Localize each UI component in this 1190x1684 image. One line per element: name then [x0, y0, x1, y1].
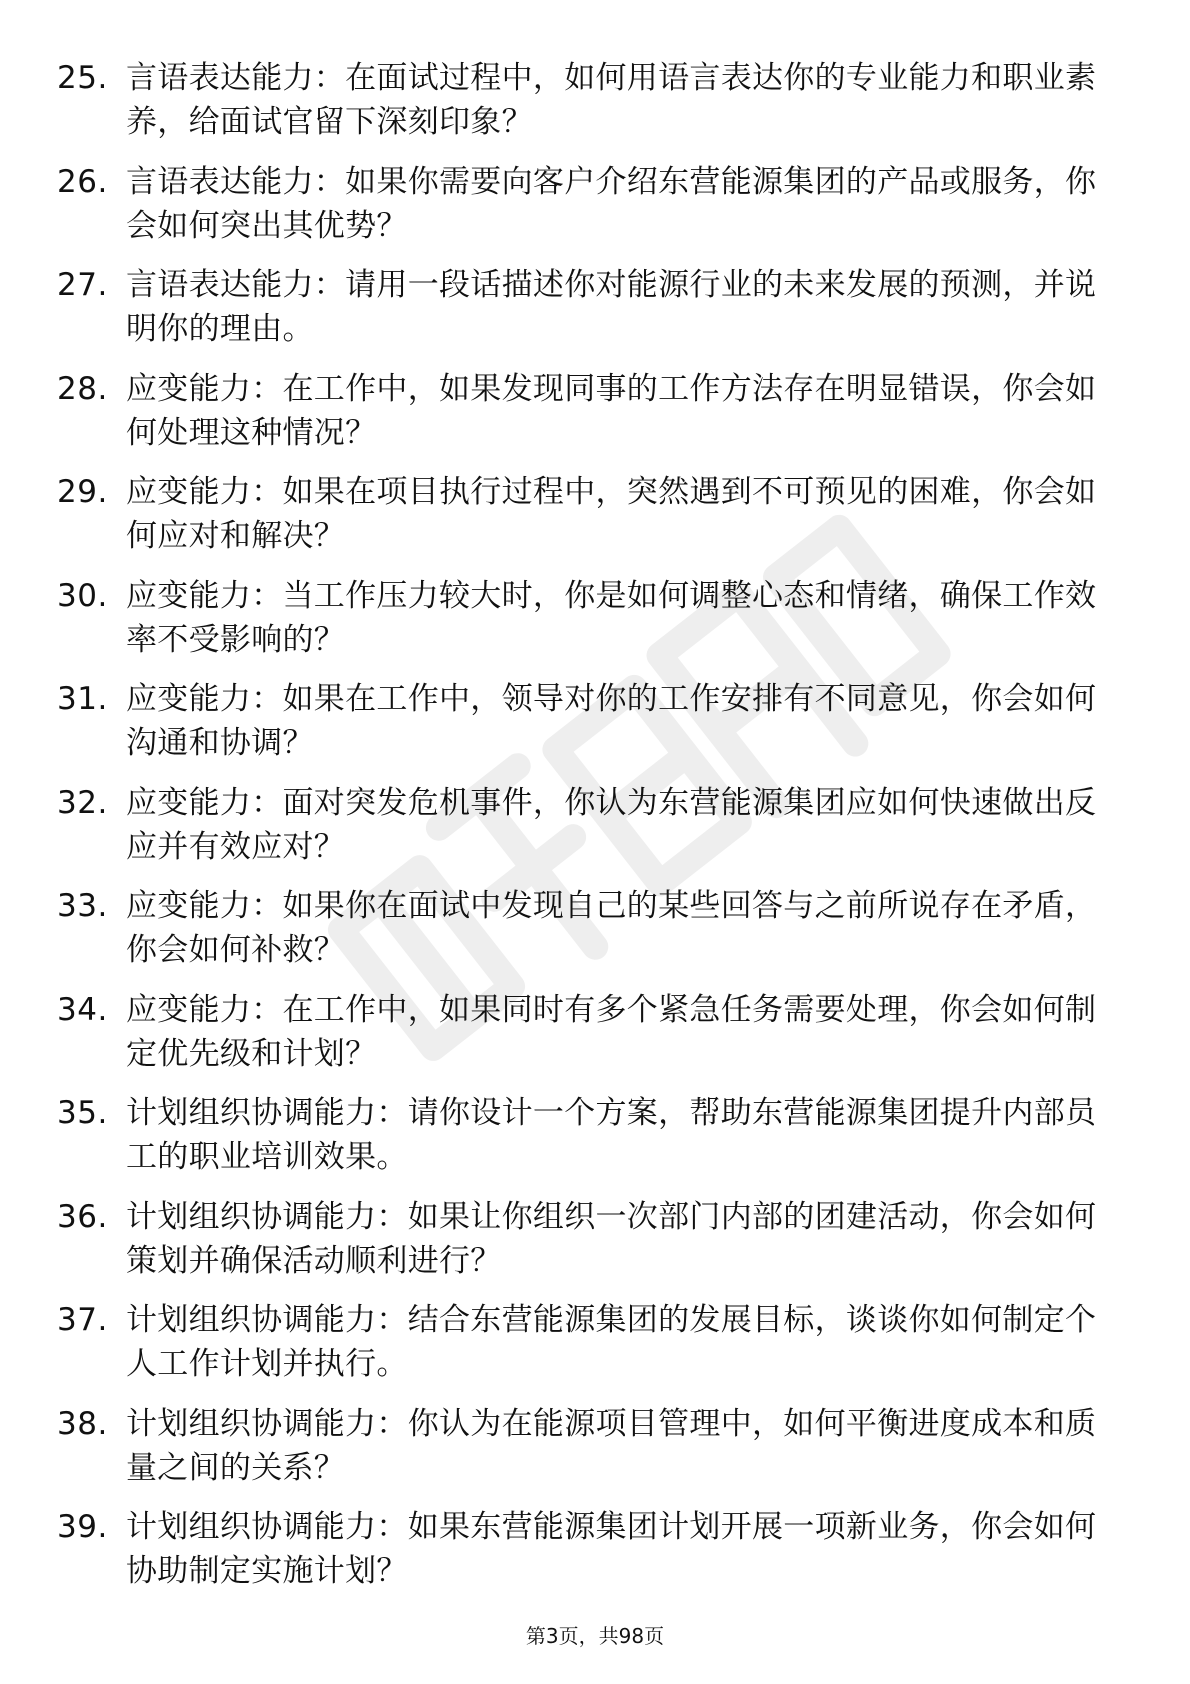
question-text: 应变能力：当工作压力较大时，你是如何调整心态和情绪，确保工作效率不受影响的？ — [126, 577, 1097, 658]
question-number: 37. — [57, 1302, 108, 1338]
question-number: 38. — [57, 1405, 108, 1442]
question-item — [0, 781, 1190, 885]
question-item — [0, 56, 1190, 160]
question-text: 应变能力：如果在工作中，领导对你的工作安排有不同意见，你会如何沟通和协调？ — [126, 681, 1097, 761]
question-item — [0, 160, 1190, 264]
question-item — [0, 1298, 1190, 1402]
question-number: 29. — [57, 474, 108, 510]
question-number: 25. — [57, 60, 108, 96]
page-number: 第3页，共98页 — [525, 1624, 665, 1648]
question-text: 应变能力：在工作中，如果发现同事的工作方法存在明显错误，你会如何处理这种情况？ — [126, 370, 1097, 451]
question-text: 应变能力：面对突发危机事件，你认为东营能源集团应如何快速做出反应并有效应对？ — [126, 784, 1097, 865]
question-item — [0, 1402, 1190, 1506]
question-text: 计划组织协调能力：请你设计一个方案，帮助东营能源集团提升内部员工的职业培训效果。 — [126, 1095, 1097, 1175]
question-item — [0, 470, 1190, 574]
question-number: 27. — [57, 267, 108, 303]
question-item — [0, 367, 1190, 471]
question-text: 应变能力：如果在项目执行过程中，突然遇到不可预见的困难，你会如何应对和解决？ — [126, 474, 1097, 554]
question-text: 应变能力：在工作中，如果同时有多个紧急任务需要处理，你会如何制定优先级和计划？ — [126, 991, 1097, 1072]
question-number: 31. — [57, 681, 108, 717]
question-item — [0, 884, 1190, 988]
question-text: 计划组织协调能力：如果让你组织一次部门内部的团建活动，你会如何策划并确保活动顺利进行？ — [126, 1198, 1097, 1279]
question-number: 35. — [57, 1095, 108, 1131]
question-number: 28. — [57, 370, 108, 407]
question-number: 26. — [57, 163, 108, 200]
question-number: 30. — [57, 577, 108, 614]
question-number: 36. — [57, 1198, 108, 1235]
question-text: 言语表达能力：如果你需要向客户介绍东营能源集团的产品或服务，你会如何突出其优势？ — [126, 163, 1097, 244]
question-text: 言语表达能力：在面试过程中，如何用语言表达你的专业能力和职业素养，给面试官留下深刻印象？ — [126, 60, 1097, 140]
question-item — [0, 1091, 1190, 1195]
question-item — [0, 988, 1190, 1092]
question-item — [0, 263, 1190, 367]
question-item — [0, 677, 1190, 781]
question-text: 言语表达能力：请用一段话描述你对能源行业的未来发展的预测，并说明你的理由。 — [126, 267, 1097, 347]
question-text: 计划组织协调能力：你认为在能源项目管理中，如何平衡进度成本和质量之间的关系？ — [126, 1405, 1097, 1486]
question-text: 应变能力：如果你在面试中发现自己的某些回答与之前所说存在矛盾，你会如何补救？ — [126, 888, 1097, 968]
question-text: 计划组织协调能力：如果东营能源集团计划开展一项新业务，你会如何协助制定实施计划？ — [126, 1509, 1097, 1589]
question-text: 计划组织协调能力：结合东营能源集团的发展目标，谈谈你如何制定个人工作计划并执行。 — [126, 1302, 1097, 1382]
question-number: 39. — [57, 1509, 108, 1545]
question-number: 33. — [57, 888, 108, 924]
question-item — [0, 574, 1190, 678]
question-item — [0, 1195, 1190, 1299]
question-item — [0, 1505, 1190, 1609]
question-list — [0, 56, 1190, 1609]
question-number: 32. — [57, 784, 108, 821]
question-number: 34. — [57, 991, 108, 1028]
